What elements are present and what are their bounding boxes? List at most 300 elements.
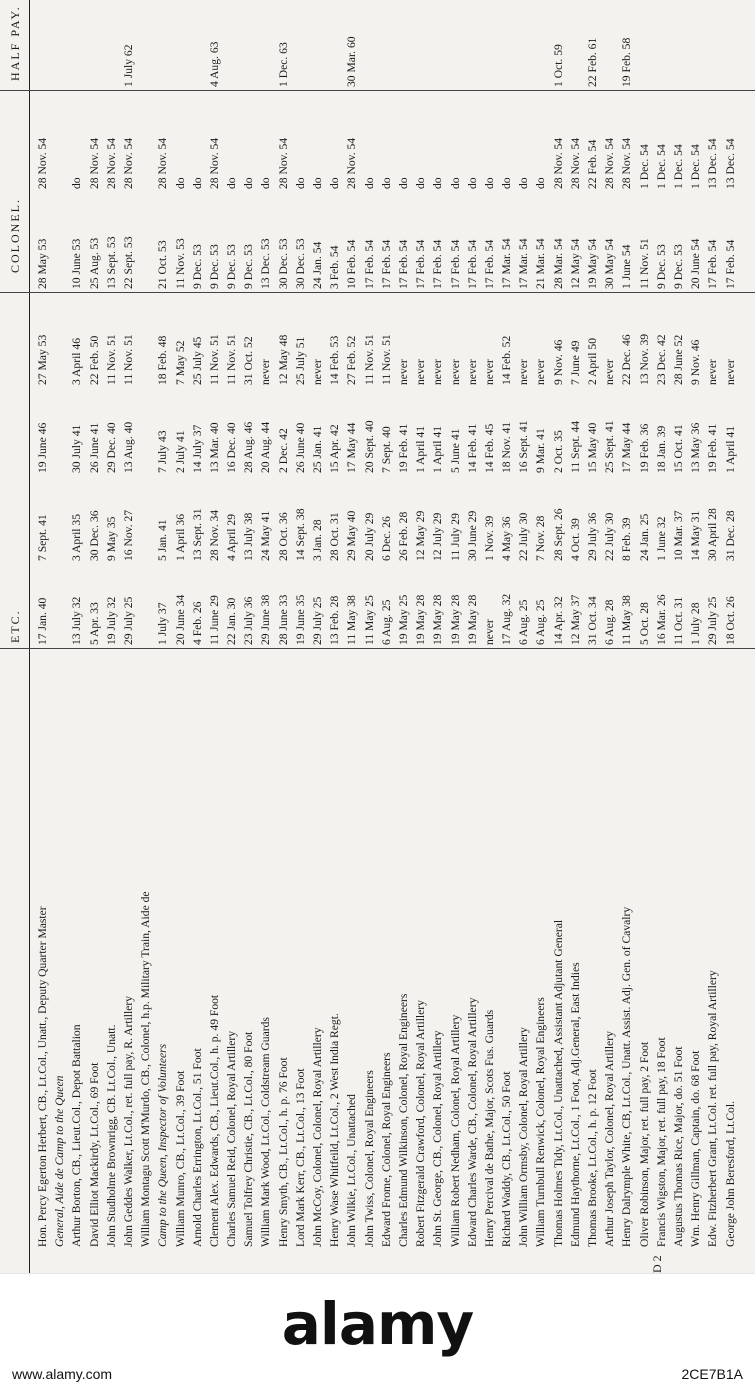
cell-date: 29 July 25 [706, 596, 720, 645]
cell-sub: do [259, 177, 273, 189]
cell-d3: 17 May 44 [345, 422, 359, 473]
cell-d3: 18 Jan. 39 [654, 425, 668, 473]
cell-d3: 1 April 41 [414, 425, 428, 473]
cell-date: 19 May 28 [431, 594, 445, 645]
cell-d3: 25 Jan. 41 [311, 425, 324, 473]
table-row [378, 0, 395, 1273]
cell-sub: do [190, 177, 204, 189]
table-row [68, 0, 85, 1273]
cell-d4: never [396, 359, 410, 385]
cell-d4: 14 Feb. 52 [500, 335, 514, 385]
cell-sub: do [396, 177, 410, 189]
cell-col: 28 Mar. 54 [551, 238, 565, 289]
cell-d4: never [723, 359, 737, 385]
cell-name: Henry Smyth, CB., Lt.Col., h. p. 76 Foot [276, 1057, 290, 1247]
cell-d3: 13 May 36 [689, 422, 703, 473]
table-header [0, 0, 30, 1273]
table-row [154, 0, 171, 1273]
cell-date: 5 Apr. 33 [87, 602, 101, 645]
table-row [361, 0, 378, 1273]
cell-d2: 7 Nov. 28 [534, 515, 548, 561]
cell-name: Thomas Brooke, Lt.Col., h. p. 12 Foot [586, 1069, 599, 1247]
cell-sub: 13 Dec. 54 [723, 138, 737, 189]
table-row [687, 0, 704, 1273]
table-row [670, 0, 687, 1273]
cell-d4: 11 Nov. 51 [225, 334, 239, 385]
cell-d3: 26 June 40 [293, 422, 307, 473]
cell-col: 17 Feb. 54 [723, 239, 737, 289]
cell-d4: 2 April 50 [586, 337, 599, 385]
cell-col: 17 Feb. 54 [482, 239, 496, 289]
cell-col: 17 Feb. 54 [431, 239, 445, 289]
cell-col: 24 Jan. 54 [311, 241, 324, 289]
cell-name: John Studholme Brownrigg, CB. Lt.Col., Unatt. [104, 1024, 118, 1247]
cell-d3: 20 Sept. 40 [362, 420, 376, 473]
cell-col: 25 Aug. 53 [87, 237, 101, 289]
cell-sub: do [311, 177, 324, 189]
cell-date: 23 July 36 [242, 596, 256, 645]
cell-d4: 25 July 45 [190, 336, 204, 385]
cell-col: 12 May 54 [568, 238, 582, 289]
cell-col: 9 Dec. 53 [242, 244, 256, 289]
cell-d3: 29 Dec. 40 [104, 422, 118, 473]
cell-date: 12 May 37 [568, 594, 582, 645]
cell-date: 11 May 25 [362, 595, 376, 645]
table-row [601, 0, 618, 1273]
cell-sub: 1 Dec. 54 [689, 144, 703, 189]
cell-sub: do [293, 177, 307, 189]
cell-sub: 1 Dec. 54 [637, 144, 651, 189]
cell-date: 11 Oct. 31 [671, 596, 685, 645]
cell-name: Edward Charles Warde, CB., Colonel, Royal Artillery [465, 997, 479, 1247]
cell-name: William Montagu Scott M'Murdo, CB., Colonel, h.p. Military Train, Aide de [139, 891, 153, 1247]
cell-d3: 9 Mar. 41 [534, 428, 548, 473]
cell-sub: do [242, 177, 256, 189]
cell-date: 6 Aug. 28 [603, 599, 617, 645]
cell-name: Arthur Borton, CB., Lieut.Col., Depot Battalion [70, 1024, 84, 1247]
table-row [515, 0, 532, 1273]
cell-sub: 28 Nov. 54 [620, 137, 634, 189]
cell-half: 30 Mar. 60 [345, 36, 359, 87]
cell-d4: 11 Nov. 51 [207, 334, 221, 385]
cell-d2: 14 May 31 [689, 510, 703, 561]
cell-date: 17 Aug. 32 [500, 593, 514, 645]
cell-d3: 17 May 44 [620, 422, 634, 473]
cell-d3: 18 Nov. 41 [500, 421, 514, 473]
cell-d4: 28 June 52 [671, 334, 685, 385]
table-row [636, 0, 653, 1273]
cell-name: Charles Samuel Reid, Colonel, Royal Artillery [225, 1030, 239, 1247]
cell-d2: 7 Sept. 41 [36, 514, 49, 561]
table-row [103, 0, 120, 1273]
cell-col: 1 June 54 [620, 244, 634, 289]
cell-col: 20 June 54 [689, 238, 703, 289]
cell-date: 19 May 28 [448, 594, 462, 645]
cell-d4: never [465, 359, 479, 385]
cell-date: 19 May 28 [465, 594, 479, 645]
cell-d2: 28 Oct. 36 [276, 512, 290, 561]
table-row [120, 0, 137, 1273]
cell-d4: never [448, 359, 462, 385]
cell-d2: 24 May 41 [259, 510, 273, 561]
cell-d4: 25 July 51 [293, 336, 307, 385]
cell-d2: 24 Jan. 25 [637, 513, 651, 561]
cell-d3: 2 Dec. 42 [276, 428, 290, 473]
cell-date: 19 July 32 [104, 596, 118, 645]
cell-date: 29 July 25 [311, 596, 324, 645]
cell-d3: 2 July 41 [173, 430, 187, 473]
cell-col: 21 Mar. 54 [534, 238, 548, 289]
cell-date: 19 June 35 [293, 594, 307, 645]
cell-d4: never [311, 359, 324, 385]
table-row [429, 0, 446, 1273]
cell-d4: 3 April 46 [70, 337, 84, 385]
cell-col: 11 Nov. 53 [173, 238, 187, 289]
cell-sub: do [517, 177, 531, 189]
table-row [722, 0, 739, 1273]
cell-name: John Geddes Walker, Lt.Col., ret. full pay, R. Artillery [121, 995, 135, 1247]
cell-sub: 1 Dec. 54 [654, 144, 668, 189]
cell-sub: 28 Nov. 54 [207, 137, 221, 189]
cell-name: Francis Wigston, Major, ret. full pay, 18 Foot [654, 1037, 668, 1247]
cell-d2: 3 Jan. 28 [311, 519, 324, 561]
cell-d2: 12 May 29 [414, 510, 428, 561]
cell-col: 13 Sept. 53 [104, 236, 118, 289]
cell-name: Clement Alex. Edwards, CB., Lieut.Col., h. p. 49 Foot [207, 994, 221, 1247]
cell-d2: 1 Nov. 39 [482, 515, 496, 561]
cell-d4: 11 Nov. 51 [121, 334, 135, 385]
table-row [86, 0, 103, 1273]
cell-d2: 26 Feb. 28 [396, 511, 410, 561]
cell-d4: never [534, 359, 548, 385]
cell-d2: 3 April 35 [70, 513, 84, 561]
cell-d3: 15 Oct. 41 [671, 424, 685, 473]
cell-sub: do [431, 177, 445, 189]
table-row [326, 0, 343, 1273]
cell-d2: 8 Feb. 39 [620, 517, 634, 561]
table-row [567, 0, 584, 1273]
alamy-logo: alamy [281, 1290, 474, 1358]
cell-sub: do [482, 177, 496, 189]
cell-d3: 11 Sept. 44 [568, 420, 582, 473]
table-row [172, 0, 189, 1273]
cell-date: 11 June 29 [207, 595, 221, 645]
cell-d4: 23 Dec. 42 [654, 334, 668, 385]
cell-d2: 30 June 29 [465, 510, 479, 561]
cell-sub: do [534, 177, 548, 189]
cell-d2: 4 April 29 [225, 513, 239, 561]
cell-col: 9 Dec. 53 [190, 244, 204, 289]
cell-d3: 15 Apr. 42 [328, 424, 342, 473]
cell-d4: 9 Nov. 46 [689, 339, 703, 385]
cell-date: 11 May 38 [345, 595, 359, 645]
cell-d3: 13 Mar. 40 [207, 422, 221, 473]
cell-d3: 25 Sept. 41 [603, 420, 617, 473]
cell-d3: 13 Aug. 40 [121, 421, 135, 473]
table-row [532, 0, 549, 1273]
cell-d3: 5 June 41 [448, 428, 462, 473]
cell-col: 17 Mar. 54 [517, 238, 531, 289]
cell-d3: 20 Aug. 44 [259, 421, 273, 473]
cell-d2: 12 July 29 [431, 512, 445, 561]
cell-name: John William Ormsby, Colonel, Royal Artillery [517, 1027, 531, 1247]
cell-d3: 15 May 40 [586, 422, 599, 473]
cell-half: 4 Aug. 63 [207, 41, 221, 87]
cell-date: 6 Aug. 25 [517, 599, 531, 645]
cell-date: 14 Apr. 32 [551, 596, 565, 645]
cell-name: Charles Edmund Wilkinson, Colonel, Royal Engineers [396, 993, 410, 1247]
cell-d2: 20 July 29 [362, 512, 376, 561]
cell-d3: 1 April 41 [723, 425, 737, 473]
cell-d4: never [482, 359, 496, 385]
cell-sub: 28 Nov. 54 [345, 137, 359, 189]
table-row [412, 0, 429, 1273]
cell-sub: do [225, 177, 239, 189]
cell-half: 19 Feb. 58 [620, 37, 634, 87]
cell-col: 17 Feb. 54 [706, 239, 720, 289]
cell-d4: 7 June 49 [568, 340, 582, 385]
cell-name: General, Aide de Camp to the Queen [53, 1075, 67, 1247]
cell-d2: 22 July 30 [603, 512, 617, 561]
cell-d3: 28 Aug. 46 [242, 421, 256, 473]
cell-sub: 28 Nov. 54 [87, 137, 101, 189]
cell-date: 19 May 25 [396, 594, 410, 645]
cell-col: 3 Feb. 54 [328, 245, 342, 289]
cell-d2: 28 Oct. 31 [328, 512, 342, 561]
header-half-pay: HALF PAY. [8, 5, 22, 81]
cell-name: William Munro, CB., Lt.Col., 39 Foot [173, 1070, 187, 1247]
cell-col: 17 Feb. 54 [362, 239, 376, 289]
cell-col: 10 June 53 [70, 238, 84, 289]
cell-d4: 11 Nov. 51 [104, 334, 118, 385]
cell-d3: 14 Feb. 41 [465, 423, 479, 473]
cell-name: John Twiss, Colonel, Royal Engineers [362, 1070, 376, 1247]
cell-name: Thomas Holmes Tidy, Lt.Col., Unattached, Assistant Adjutant General [551, 919, 565, 1247]
cell-half: 1 July 62 [121, 44, 135, 87]
table-row [275, 0, 292, 1273]
cell-name: William Turnbull Renwick, Colonel, Royal Engineers [534, 997, 548, 1247]
cell-name: William Robert Nedham, Colonel, Royal Artillery [448, 1014, 462, 1247]
cell-sub: 28 Nov. 54 [568, 137, 582, 189]
cell-sub: 28 Nov. 54 [276, 137, 290, 189]
cell-d3: 19 Feb. 36 [637, 423, 651, 473]
cell-date: 29 June 38 [259, 594, 273, 645]
cell-date: 11 May 38 [620, 595, 634, 645]
table-row [137, 0, 154, 1273]
cell-name: David Elliot Mackirdy, Lt.Col., 69 Foot [87, 1062, 101, 1247]
cell-sub: 28 Nov. 54 [603, 137, 617, 189]
cell-d2: 9 May 35 [104, 516, 118, 561]
cell-d4: 9 Nov. 46 [551, 339, 565, 385]
cell-col: 10 Feb. 54 [345, 239, 359, 289]
cell-d3: 7 July 43 [156, 430, 170, 473]
cell-date: never [482, 619, 496, 645]
cell-col: 9 Dec. 53 [654, 244, 668, 289]
table-row [498, 0, 515, 1273]
cell-name: George John Beresford, Lt.Col. [723, 1101, 737, 1247]
page-number: D 2 [650, 1255, 664, 1273]
cell-date: 13 Feb. 28 [328, 595, 342, 645]
cell-sub: 28 Nov. 54 [36, 137, 49, 189]
cell-name: Wm. Henry Gillman, Captain, do. 68 Foot [689, 1050, 703, 1247]
cell-name: Lord Mark Kerr, CB., Lt.Col., 13 Foot [293, 1068, 307, 1247]
cell-name: Henry Wase Whitfeild, Lt.Col., 2 West India Regt. [328, 1013, 342, 1247]
cell-d3: 30 July 41 [70, 424, 84, 473]
cell-d2: 6 Dec. 26 [379, 516, 393, 561]
cell-date: 28 June 33 [276, 594, 290, 645]
cell-d2: 22 July 30 [517, 512, 531, 561]
cell-date: 18 Oct. 26 [723, 596, 737, 645]
cell-d4: 11 Nov. 51 [362, 334, 376, 385]
watermark-url: www.alamy.com [12, 1366, 113, 1382]
cell-date: 13 July 32 [70, 596, 84, 645]
cell-d3: 19 Feb. 41 [706, 423, 720, 473]
table-row [550, 0, 567, 1273]
cell-d3: 14 July 37 [190, 424, 204, 473]
cell-name: Hon. Percy Egerton Herbert, CB., Lt.Col., Unatt., Deputy Quarter Master [36, 906, 49, 1247]
cell-d2: 30 Dec. 36 [87, 510, 101, 561]
cell-date: 29 July 25 [121, 596, 135, 645]
cell-col: 17 Feb. 54 [379, 239, 393, 289]
cell-half: 22 Feb. 61 [586, 37, 599, 87]
cell-date: 5 Oct. 28 [637, 602, 651, 645]
cell-col: 22 Sept. 53 [121, 236, 135, 289]
cell-d4: 22 Feb. 50 [87, 335, 101, 385]
cell-date: 6 Aug. 25 [534, 599, 548, 645]
cell-d4: 12 May 48 [276, 334, 290, 385]
cell-name: Camp to the Queen, Inspector of Volunteers [156, 1043, 170, 1247]
cell-col: 28 May 53 [36, 238, 49, 289]
cell-name: Edmund Haythorne, Lt.Col., 1 Foot, Adj.General, East Indies [568, 962, 582, 1247]
cell-name: William Mark Wood, Lt.Col., Coldstream Guards [259, 1017, 273, 1247]
cell-sub: do [379, 177, 393, 189]
cell-col: 30 Dec. 53 [276, 238, 290, 289]
cell-sub: 1 Dec. 54 [671, 144, 685, 189]
table-row [257, 0, 274, 1273]
cell-d2: 31 Dec. 28 [723, 510, 737, 561]
table-row [481, 0, 498, 1273]
cell-name: Henry Dalrymple White, CB, Lt.Col., Unatt. Assist. Adj. Gen. of Cavalry [620, 906, 634, 1247]
table-row [584, 0, 601, 1273]
cell-col: 9 Dec. 53 [671, 244, 685, 289]
table-row [189, 0, 206, 1273]
cell-col: 9 Dec. 53 [225, 244, 239, 289]
cell-d2: 28 Nov. 34 [207, 509, 221, 561]
cell-col: 30 May 54 [603, 238, 617, 289]
table-row [447, 0, 464, 1273]
cell-d3: 16 Sept. 41 [517, 420, 531, 473]
table-row [704, 0, 721, 1273]
cell-col: 13 Dec. 53 [259, 238, 273, 289]
table-row [240, 0, 257, 1273]
cell-d2: 14 Sept. 38 [293, 508, 307, 561]
watermark-banner [0, 1273, 755, 1390]
cell-name: Henry Percival de Bathe, Major, Scots Fus. Guards [482, 1009, 496, 1247]
cell-name: Robert Fitzgerald Crawford, Colonel, Royal Artillery [414, 1000, 428, 1247]
cell-d2: 1 June 32 [654, 516, 668, 561]
cell-name: Edward Frome, Colonel, Royal Engineers [379, 1052, 393, 1247]
cell-date: 6 Aug. 25 [379, 599, 393, 645]
table-row [309, 0, 326, 1273]
table-row [618, 0, 635, 1273]
cell-sub: 28 Nov. 54 [104, 137, 118, 189]
cell-d4: never [517, 359, 531, 385]
table-row [34, 0, 51, 1273]
cell-sub: do [465, 177, 479, 189]
cell-d4: 11 Nov. 51 [379, 334, 393, 385]
cell-date: 22 Jan. 30 [225, 597, 239, 645]
image-id: 2CE7B1A [681, 1366, 743, 1382]
cell-d2: 13 July 38 [242, 512, 256, 561]
cell-name: Oliver Robinson, Major, ret. full pay, 2 Foot [637, 1041, 651, 1247]
cell-col: 17 Mar. 54 [500, 238, 514, 289]
cell-d4: never [259, 359, 273, 385]
cell-d4: never [431, 359, 445, 385]
cell-d2: 29 May 40 [345, 510, 359, 561]
cell-name: Arnold Charles Errington, Lt.Col., 51 Foot [190, 1048, 204, 1247]
table-row [206, 0, 223, 1273]
cell-d2: 13 Sept. 31 [190, 508, 204, 561]
cell-col: 11 Nov. 51 [637, 238, 651, 289]
cell-d4: 27 Feb. 52 [345, 335, 359, 385]
cell-sub: do [70, 177, 84, 189]
cell-name: Augustus Thomas Rice, Major, do. 51 Foot [671, 1046, 685, 1247]
table-row [343, 0, 360, 1273]
table-row [292, 0, 309, 1273]
cell-d3: 2 Oct. 35 [551, 430, 565, 473]
cell-sub: 13 Dec. 54 [706, 138, 720, 189]
cell-d2: 4 May 36 [500, 516, 514, 561]
cell-d3: 19 Feb. 41 [396, 423, 410, 473]
cell-d2: 30 April 28 [706, 508, 720, 561]
cell-d2: 16 Nov. 27 [121, 509, 135, 561]
cell-d3: 16 Dec. 40 [225, 422, 239, 473]
cell-sub: do [328, 177, 342, 189]
cell-sub: do [362, 177, 376, 189]
cell-col: 17 Feb. 54 [465, 239, 479, 289]
table-row [653, 0, 670, 1273]
cell-d2: 11 July 29 [448, 513, 462, 561]
cell-name: Arthur Joseph Taylor, Colonel, Royal Artillery [603, 1031, 617, 1247]
cell-d3: 14 Feb. 45 [482, 423, 496, 473]
cell-sub: 28 Nov. 54 [121, 137, 135, 189]
officer-list [34, 0, 739, 1273]
cell-col: 19 May 54 [586, 238, 599, 289]
cell-d4: never [414, 359, 428, 385]
cell-date: 16 Mar. 26 [654, 594, 668, 645]
cell-d2: 1 April 36 [173, 513, 187, 561]
cell-d2: 10 Mar. 37 [671, 510, 685, 561]
cell-date: 1 July 37 [156, 602, 170, 645]
table-row [51, 0, 68, 1273]
cell-sub: do [173, 177, 187, 189]
cell-col: 17 Feb. 54 [448, 239, 462, 289]
table-row [395, 0, 412, 1273]
cell-d4: 27 May 53 [36, 334, 49, 385]
cell-sub: do [414, 177, 428, 189]
cell-name: John McCoy, Colonel, Colonel, Royal Artillery [311, 1027, 324, 1247]
cell-d3: 19 June 46 [36, 422, 49, 473]
cell-col: 30 Dec. 53 [293, 238, 307, 289]
cell-name: John Wilkie, Lt.Col., Unattached [345, 1094, 359, 1247]
cell-d2: 29 July 36 [586, 512, 599, 561]
cell-d4: 7 May 52 [173, 340, 187, 385]
cell-half: 1 Oct. 59 [551, 44, 565, 87]
cell-sub: 28 Nov. 54 [551, 137, 565, 189]
cell-d3: 26 June 41 [87, 422, 101, 473]
cell-d3: 7 Sept. 40 [379, 426, 393, 473]
cell-d4: 31 Oct. 52 [242, 336, 256, 385]
